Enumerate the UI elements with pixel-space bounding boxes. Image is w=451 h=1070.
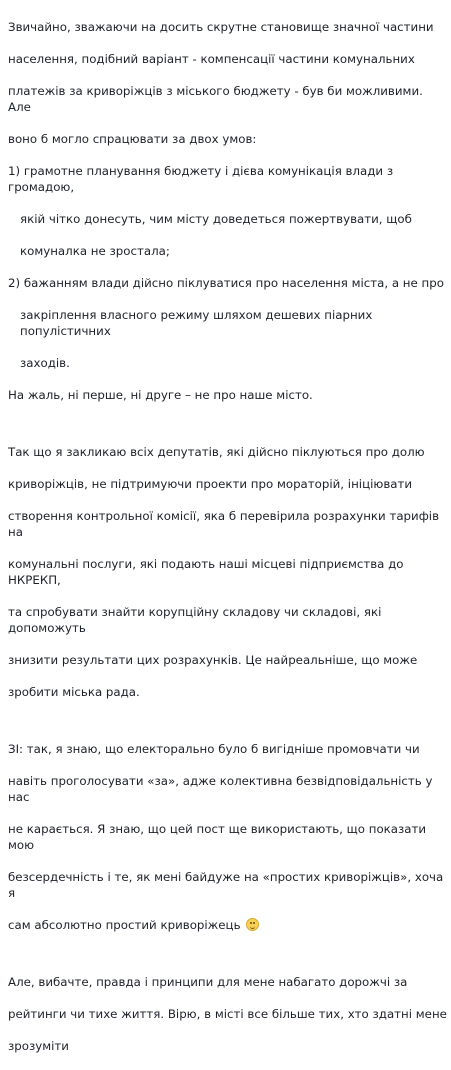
- post-line: 1) грамотне планування бюджету і дієва комунікація влади з громадою,: [8, 164, 394, 194]
- post-line: криворіжців, не підтримуючи проекти про мораторій, ініціювати: [8, 477, 413, 491]
- post-paragraph-4: [8, 958, 448, 1070]
- post-line: створення контрольної комісії, яка б перевірила розрахунки тарифів на: [8, 509, 440, 539]
- post-line: знизити результати цих розрахунків. Це найреальніше, що може: [8, 653, 418, 667]
- post-line: не карається. Я знаю, що цей пост ще використають, що показати мою: [8, 822, 427, 852]
- post-line: та спробувати знайти корупційну складову чи складові, які допоможуть: [8, 605, 382, 635]
- post-line-with-emoji: [8, 917, 448, 933]
- post-paragraph-1: [8, 3, 448, 419]
- post-line: навіть проголосувати «за», адже колективна безвідповідальність у нас: [8, 774, 433, 804]
- post-line: заходів.: [20, 356, 70, 370]
- post-line: Але, вибачте, правда і принципи для мене набагато дорожчі за: [8, 975, 408, 989]
- post-line: зрозуміти: [8, 1039, 69, 1053]
- smile-emoji-icon: [246, 918, 259, 931]
- post-line: безсердечність і те, як мені байдуже на «простих криворіжців», хоча я: [8, 870, 444, 900]
- post-line: воно б могло спрацювати за двох умов:: [8, 132, 257, 146]
- post-line: населення, подібний варіант - компенсації частини комунальних: [8, 52, 415, 66]
- post-paragraph-3: [8, 725, 448, 949]
- post-line: Так що я закликаю всіх депутатів, які дійсно піклуються про долю: [8, 445, 425, 459]
- post-line: ЗІ: так, я знаю, що електорально було б вигідніше промовчати чи: [8, 742, 420, 756]
- post-line: комуналка не зростала;: [20, 244, 170, 258]
- post-line: комунальні послуги, які подають наші місцеві підприємства до НКРЕКП,: [8, 557, 404, 587]
- post-line: сам абсолютно простий криворіжець: [8, 918, 241, 932]
- post-line: 2) бажанням влади дійсно піклуватися про населення міста, а не про: [8, 276, 444, 290]
- post-line: зробити міська рада.: [8, 685, 140, 699]
- post-paragraph-2: [8, 428, 448, 716]
- post-line: закріплення власного режиму шляхом дешевих піарних популістичних: [20, 308, 373, 338]
- post-line: На жаль, ні перше, ні друге – не про наше місто.: [8, 388, 313, 402]
- post-text: [8, 3, 448, 1070]
- post-line: рейтинги чи тихе життя. Вірю, в місті все більше тих, хто здатні мене: [8, 1007, 447, 1021]
- post-line: платежів за криворіжців з міського бюджету - був би можливими. Але: [8, 84, 423, 114]
- post-line: Звичайно, зважаючи на досить скрутне становище значної частини: [8, 20, 434, 34]
- post-line: якій чітко донесуть, чим місту доведеться пожертвувати, щоб: [20, 212, 412, 226]
